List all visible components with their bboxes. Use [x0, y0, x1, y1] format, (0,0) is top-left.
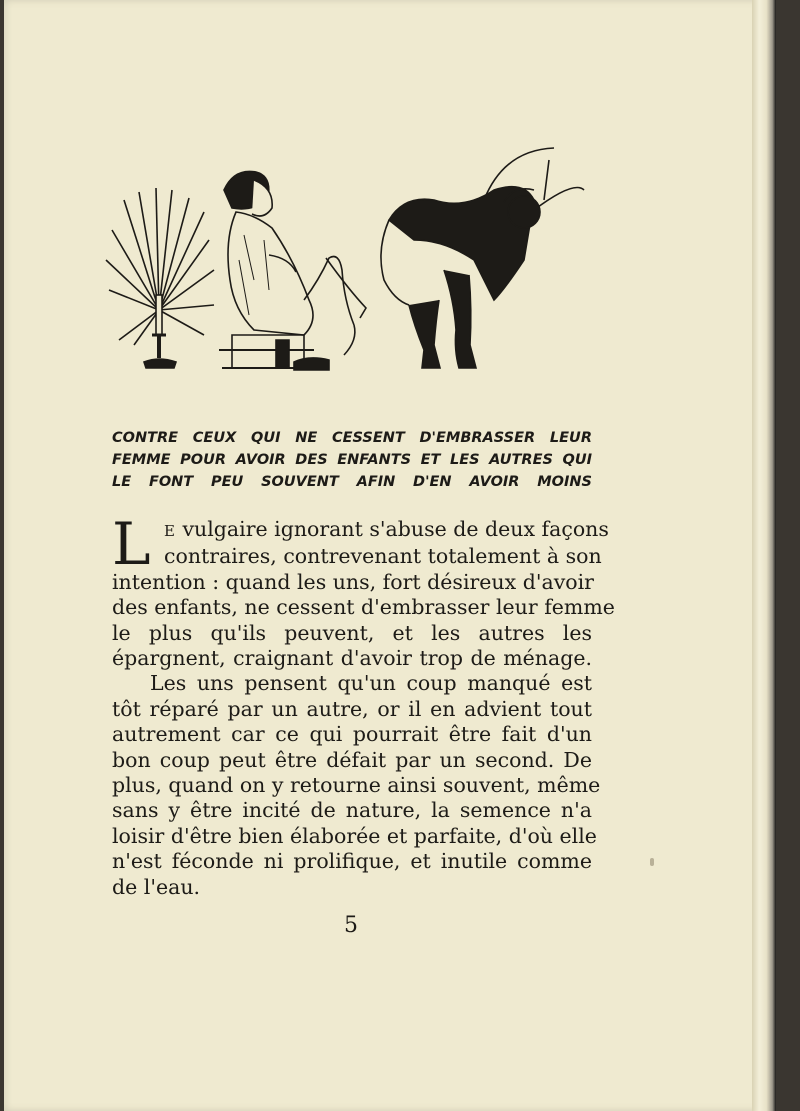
text-line: Les uns pensent qu'un coup manqué est	[150, 671, 592, 696]
opening-paragraph	[112, 510, 609, 578]
title-line: FEMME POUR AVOIR DES ENFANTS ET LES AUTRES QUI	[112, 452, 592, 468]
paper-speck	[650, 858, 654, 866]
text-line: de l'eau.	[112, 874, 201, 899]
text-line: plus, quand on y retourne ainsi souvent, même	[112, 773, 601, 798]
page-number: 5	[344, 913, 358, 938]
text-line: n'est féconde ni prolifique, et inutile comme	[112, 849, 592, 874]
body-text	[112, 510, 615, 900]
text-line: intention : quand les uns, fort désireux d'avoir	[112, 569, 594, 594]
text-line: contraires, contrevenant totalement à son	[164, 544, 602, 569]
text-line: sans y être incité de nature, la semence n'a	[112, 798, 592, 823]
small-cap: E	[164, 522, 176, 540]
text-line: des enfants, ne cessent d'embrasser leur femme	[112, 595, 615, 620]
text-line: le plus qu'ils peuvent, et les autres les	[112, 620, 592, 645]
text-line: loisir d'être bien élaborée et parfaite, d'où elle	[112, 823, 597, 848]
woodcut-illustration	[104, 140, 604, 380]
text-line: tôt réparé par un autre, or il en advient tout	[112, 696, 592, 721]
page-edge	[752, 0, 776, 1111]
text-line	[112, 517, 609, 544]
text-line: bon coup peut être défait par un second. De	[112, 747, 592, 772]
text-line: épargnent, craignant d'avoir trop de ménage.	[112, 646, 592, 671]
text-line: autrement car ce qui pourrait être fait d'un	[112, 722, 592, 747]
book-page	[4, 0, 776, 1111]
chapter-title	[112, 427, 592, 493]
title-line: CONTRE CEUX QUI NE CESSENT D'EMBRASSER LEUR	[112, 430, 592, 446]
drop-cap: L	[112, 510, 151, 578]
title-line: LE FONT PEU SOUVENT AFIN D'EN AVOIR MOINS	[112, 474, 592, 490]
text-fragment: vulgaire ignorant s'abuse de deux façons	[175, 517, 609, 541]
